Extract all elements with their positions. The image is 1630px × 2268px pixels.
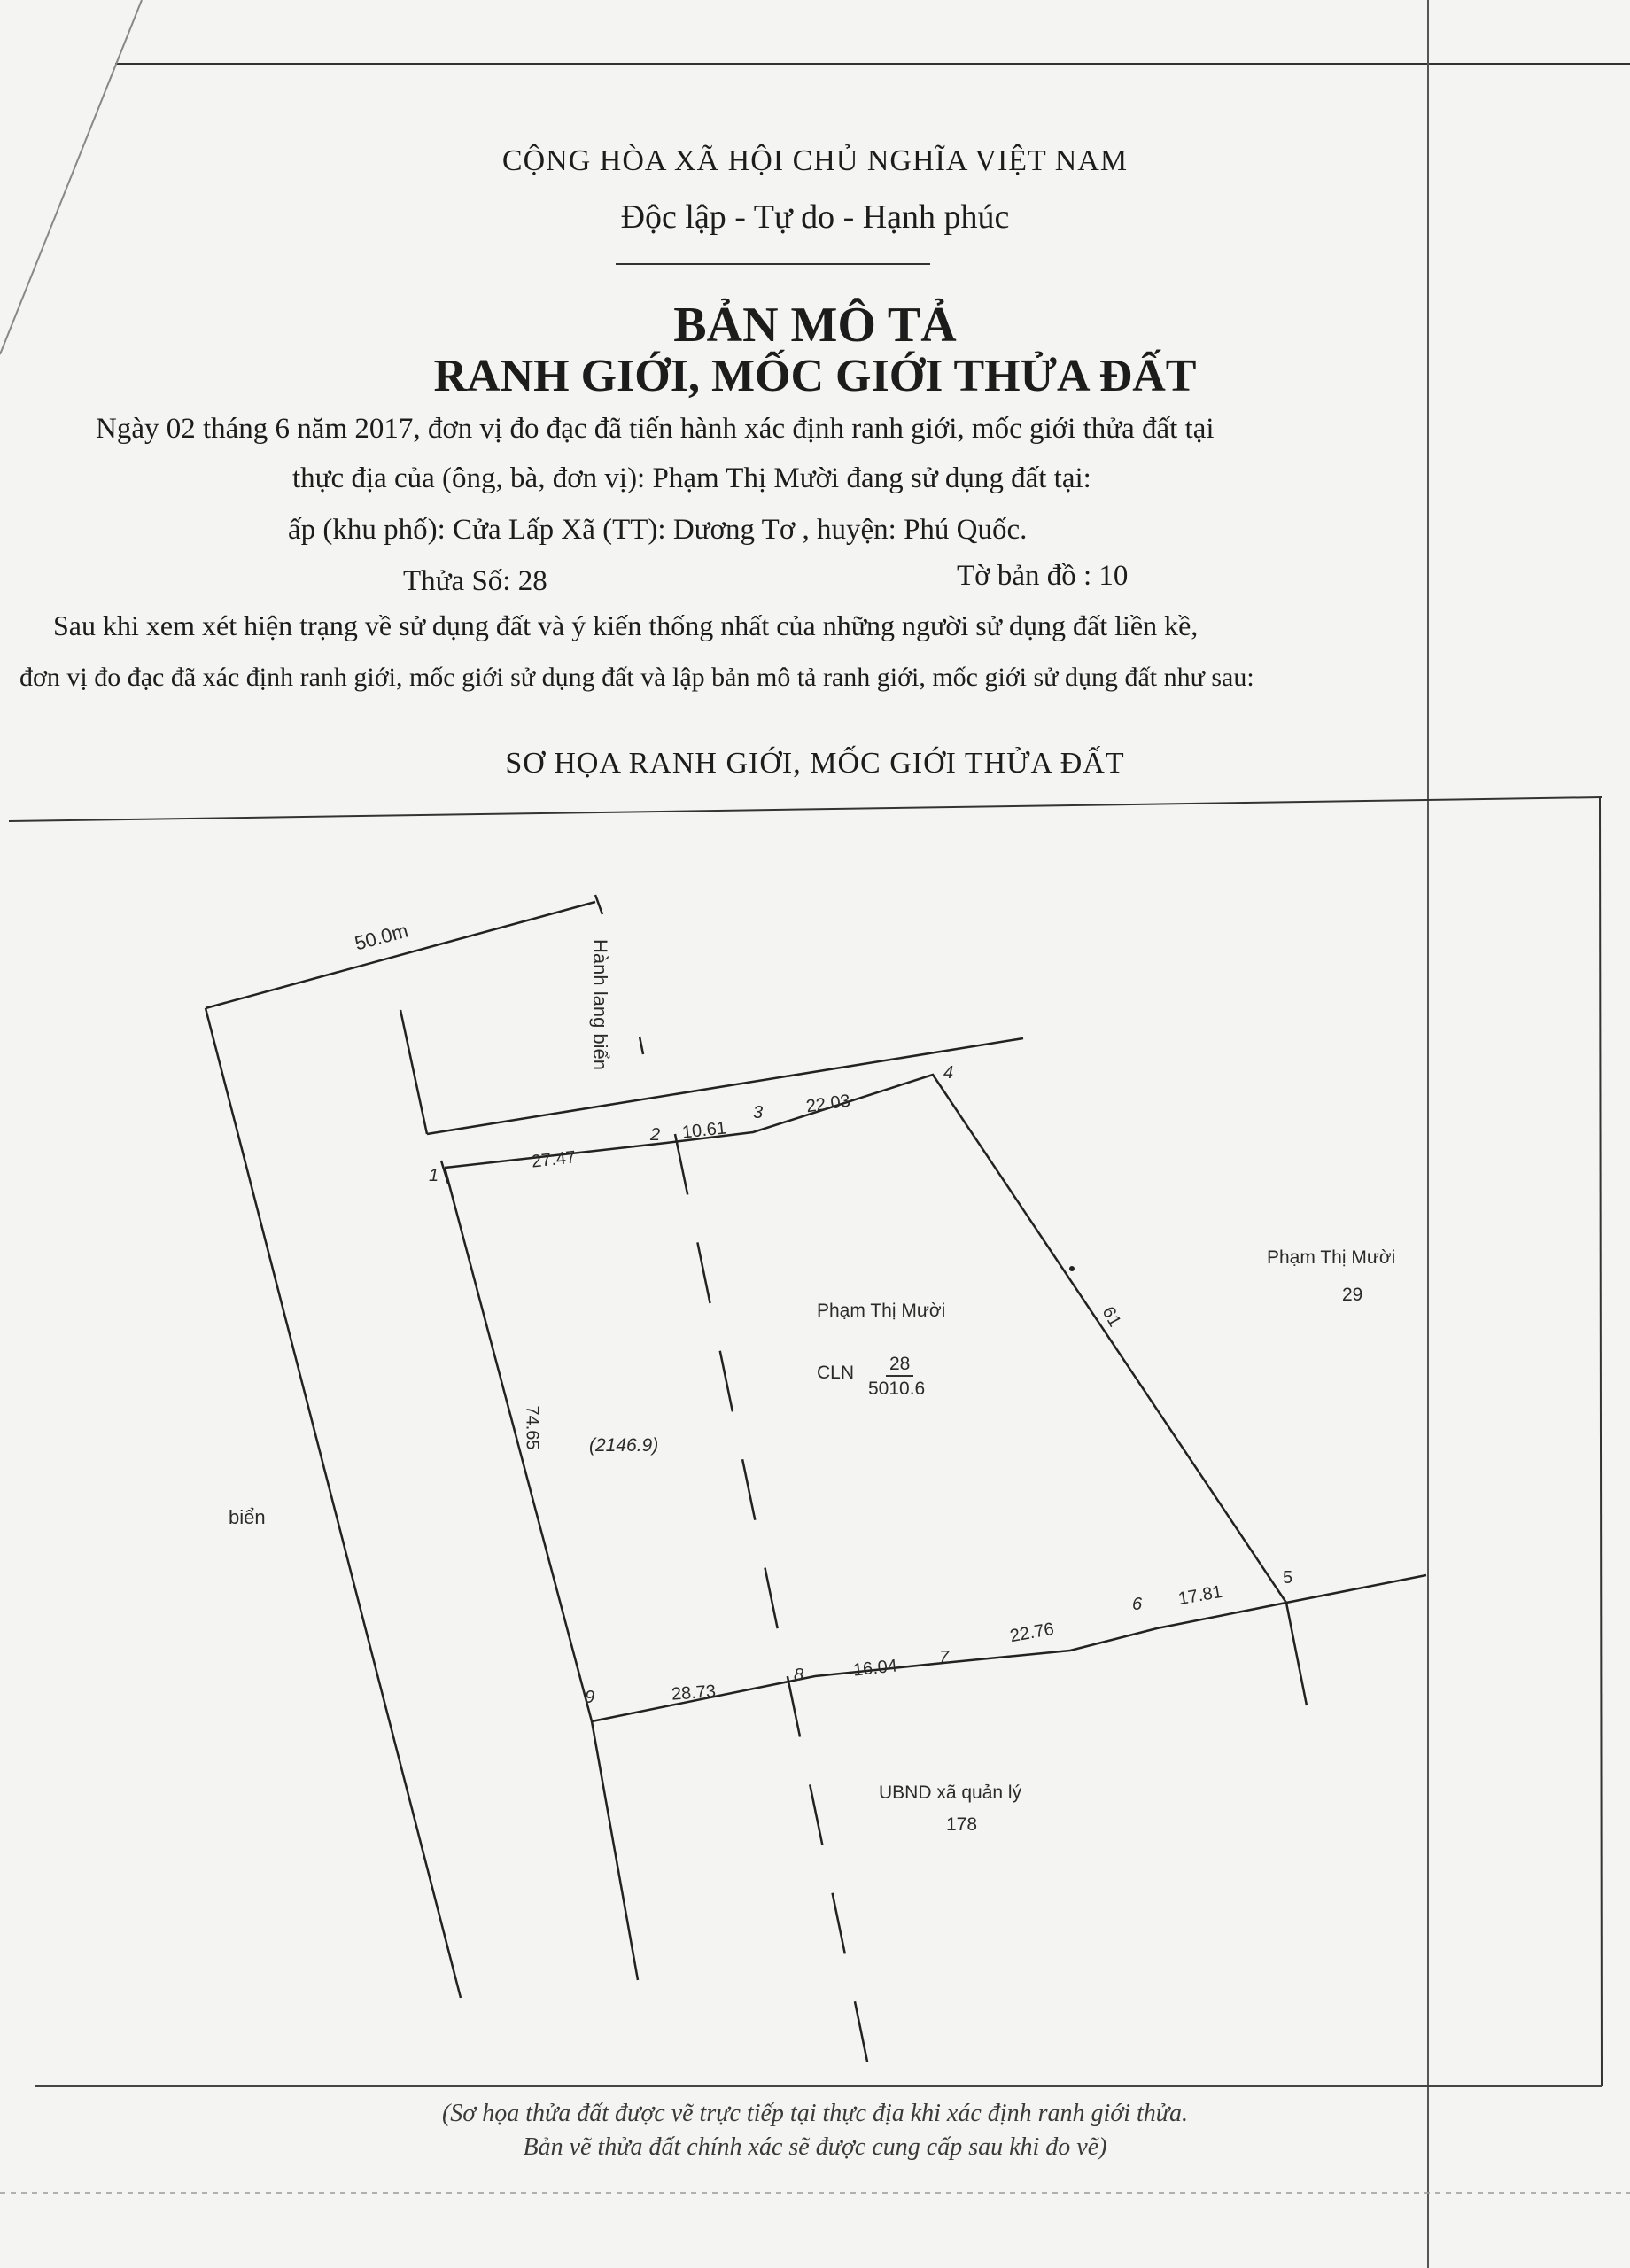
edge-3-4: 22.03 [804, 1091, 852, 1117]
point-label-2: 2 [650, 1125, 661, 1145]
parcel-number: Thửa Số: 28 [403, 565, 547, 597]
land-type-label: CLN [817, 1363, 855, 1383]
marker-dot [1069, 1266, 1075, 1271]
south-line-left [592, 1721, 638, 1980]
document-subtitle: RANH GIỚI, MỐC GIỚI THỬA ĐẤT [433, 351, 1197, 401]
south-owner-label: UBND xã quản lý [879, 1783, 1022, 1803]
dim-line-50m [206, 902, 595, 1008]
parcel-boundary [445, 1075, 1286, 1721]
dim-50m-label: 50.0m [352, 919, 411, 955]
corridor-line-inner [400, 1010, 427, 1134]
body-line-3: ấp (khu phố): Cửa Lấp Xã (TT): Dương Tơ , huyện: Phú Quốc. [288, 514, 1028, 546]
body-line-1: Ngày 02 tháng 6 năm 2017, đơn vị đo đạc đã tiến hành xác định ranh giới, mốc giới thửa đất tại [96, 413, 1215, 445]
sub-area-label: (2146.9) [589, 1435, 659, 1456]
point-label-8: 8 [794, 1666, 804, 1685]
edge-4-5: 61 [1098, 1303, 1125, 1331]
map-sheet: Tờ bản đồ : 10 [957, 560, 1129, 592]
neighbor-owner-label: Phạm Thị Mười [1267, 1247, 1396, 1268]
country-header: CỘNG HÒA XÃ HỘI CHỦ NGHĨA VIỆT NAM [501, 144, 1129, 177]
point-label-3: 3 [753, 1103, 764, 1122]
area-label: 5010.6 [868, 1379, 926, 1399]
point-label-6: 6 [1132, 1595, 1143, 1614]
point-label-9: 9 [585, 1688, 595, 1707]
neighbor-parcel-label: 29 [1342, 1285, 1363, 1305]
dim-tick-right [595, 895, 602, 914]
south-parcel-label: 178 [946, 1814, 978, 1835]
dim-tick-corridor [640, 1037, 643, 1054]
motto: Độc lập - Tự do - Hạnh phúc [620, 198, 1010, 236]
document-title: BẢN MÔ TẢ [673, 298, 957, 353]
caption-line-1: (Sơ họa thửa đất được vẽ trực tiếp tại thực địa khi xác định ranh giới thửa. [441, 2100, 1189, 2127]
corridor-boundary-dashed [675, 1134, 877, 2109]
point-label-7: 7 [939, 1648, 950, 1667]
point-label-4: 4 [943, 1063, 954, 1083]
edge-6-7: 22.76 [1008, 1619, 1056, 1647]
edge-1-2: 27.47 [530, 1147, 578, 1172]
edge-7-8: 16.04 [851, 1656, 899, 1681]
corridor-line-left [206, 1008, 461, 1998]
owner-label: Phạm Thị Mười [817, 1301, 946, 1321]
edge-2-3: 10.61 [680, 1118, 728, 1143]
point-1-tick [441, 1161, 448, 1184]
east-line-drop [1286, 1603, 1307, 1705]
point-label-5: 5 [1283, 1568, 1293, 1588]
body-line-6: đơn vị đo đạc đã xác định ranh giới, mốc giới sử dụng đất và lập bản mô tả ranh giới, mốc giới sử dụng đất như sau: [19, 663, 1254, 692]
edge-8-9: 28.73 [671, 1682, 717, 1705]
corridor-label: Hành lang biển [589, 939, 611, 1071]
edge-9-1: 74.65 [522, 1405, 542, 1450]
edge-5-6: 17.81 [1176, 1581, 1224, 1610]
sea-label: biển [229, 1506, 266, 1528]
caption-line-2: Bản vẽ thửa đất chính xác sẽ được cung cấp sau khi đo vẽ) [523, 2133, 1107, 2161]
body-line-2: thực địa của (ông, bà, đơn vị): Phạm Thị Mười đang sử dụng đất tại: [292, 462, 1091, 494]
sketch-title: SƠ HỌA RANH GIỚI, MỐC GIỚI THỬA ĐẤT [505, 747, 1125, 780]
body-line-5: Sau khi xem xét hiện trạng về sử dụng đất và ý kiến thống nhất của những người sử dụng đất liền kề, [53, 610, 1199, 641]
east-line-extension [1286, 1575, 1426, 1603]
point-label-1: 1 [429, 1166, 439, 1185]
parcel-number-label: 28 [886, 1354, 913, 1377]
